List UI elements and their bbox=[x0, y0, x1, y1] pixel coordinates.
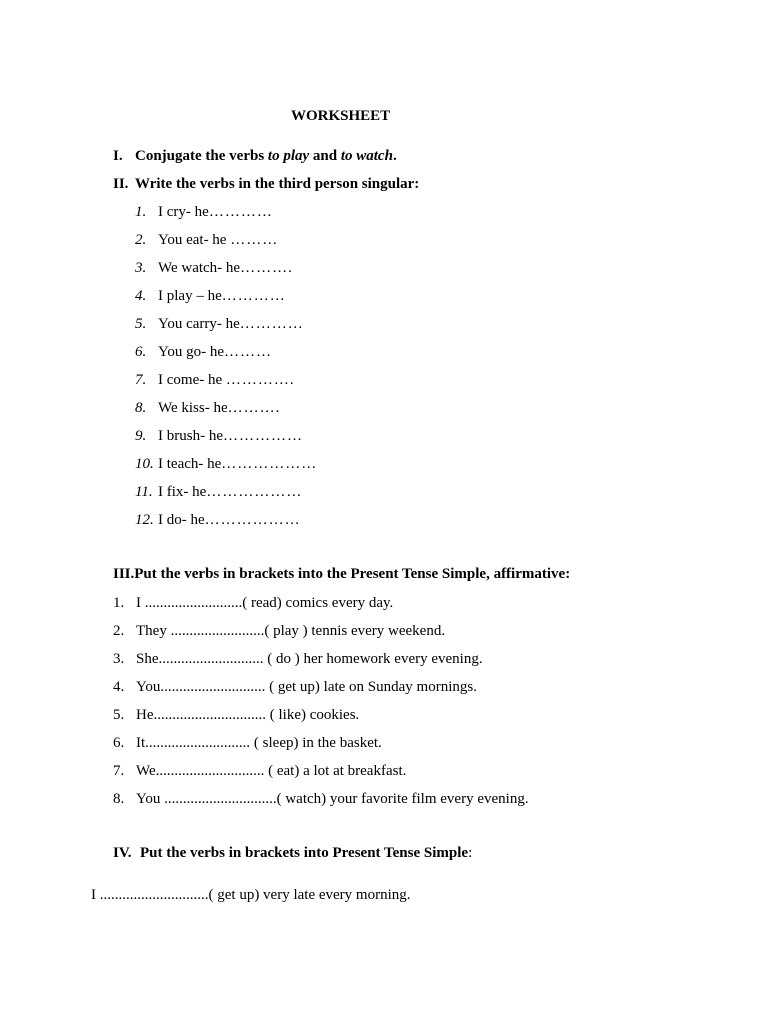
item-number: 4. bbox=[113, 679, 125, 695]
answer-blank: ……………… bbox=[221, 456, 318, 472]
answer-blank: ……………… bbox=[206, 484, 303, 500]
section-1-heading bbox=[113, 149, 397, 164]
answer-blank: ……… bbox=[223, 344, 272, 360]
page-title: WORKSHEET bbox=[291, 108, 391, 124]
answer-blank: …………. bbox=[225, 372, 295, 388]
item-text: I ..........................( read) comics every day. bbox=[136, 595, 394, 611]
section-1-text-before: Conjugate the verbs bbox=[135, 148, 268, 164]
item-number: 5. bbox=[135, 316, 147, 332]
section-4-sentence: I .............................( get up) very late every morning. bbox=[91, 887, 411, 903]
item-number: 11. bbox=[135, 484, 153, 500]
answer-blank: ………… bbox=[239, 316, 304, 332]
answer-blank: …………… bbox=[222, 428, 303, 444]
item-text: You eat- he bbox=[158, 232, 231, 248]
item-number: 3. bbox=[135, 260, 147, 276]
answer-blank: ………… bbox=[208, 204, 273, 220]
item-text: I do- he bbox=[158, 512, 205, 528]
item-text: You carry- he bbox=[158, 316, 240, 332]
item-number: 10. bbox=[135, 456, 154, 472]
item-text: I cry- he bbox=[158, 204, 209, 220]
section-4-heading bbox=[113, 846, 472, 861]
section-4-colon: : bbox=[468, 845, 473, 861]
item-text: I teach- he bbox=[158, 456, 222, 472]
section-1-verb-2: to watch bbox=[340, 148, 393, 164]
item-number: 8. bbox=[135, 400, 147, 416]
item-text: You go- he bbox=[158, 344, 224, 360]
answer-blank: ……………… bbox=[204, 512, 301, 528]
answer-blank: ………. bbox=[227, 400, 281, 416]
section-2-numeral: II. bbox=[113, 176, 129, 192]
item-number: 4. bbox=[135, 288, 147, 304]
section-1-text-end: . bbox=[392, 148, 397, 164]
item-text: I fix- he bbox=[158, 484, 207, 500]
item-number: 8. bbox=[113, 791, 125, 807]
section-1-numeral: I. bbox=[113, 148, 123, 164]
section-4-numeral: IV. bbox=[113, 845, 132, 861]
section-2-text: Write the verbs in the third person singular: bbox=[135, 176, 420, 192]
item-number: 5. bbox=[113, 707, 125, 723]
item-text: We kiss- he bbox=[158, 400, 228, 416]
item-number: 2. bbox=[113, 623, 125, 639]
item-text: I play – he bbox=[158, 288, 222, 304]
item-number: 1. bbox=[113, 595, 125, 611]
answer-blank: ………. bbox=[240, 260, 293, 276]
item-text: She............................ ( do ) her homework every evening. bbox=[136, 651, 483, 667]
item-number: 1. bbox=[135, 204, 147, 220]
item-number: 7. bbox=[113, 763, 125, 779]
section-1-text-mid: and bbox=[309, 148, 341, 164]
item-text: We............................. ( eat) a lot at breakfast. bbox=[136, 763, 407, 779]
section-4-text: Put the verbs in brackets into Present Tense Simple bbox=[140, 845, 469, 861]
item-text: They .........................( play ) tennis every weekend. bbox=[136, 623, 446, 639]
answer-blank: ……… bbox=[230, 232, 279, 248]
item-number: 3. bbox=[113, 651, 125, 667]
item-text: We watch- he bbox=[158, 260, 241, 276]
item-text: I come- he bbox=[158, 372, 226, 388]
item-number: 7. bbox=[135, 372, 147, 388]
section-2-heading bbox=[113, 177, 419, 192]
item-number: 9. bbox=[135, 428, 147, 444]
item-text: I brush- he bbox=[158, 428, 223, 444]
item-text: It............................ ( sleep) in the basket. bbox=[136, 735, 382, 751]
section-3-heading: III.Put the verbs in brackets into the Present Tense Simple, affirmative: bbox=[113, 566, 571, 582]
item-number: 2. bbox=[135, 232, 147, 248]
item-number: 6. bbox=[135, 344, 147, 360]
item-text: You............................ ( get up) late on Sunday mornings. bbox=[136, 679, 477, 695]
item-text: He.............................. ( like) cookies. bbox=[136, 707, 360, 723]
item-text: You ..............................( watch) your favorite film every evening. bbox=[136, 791, 529, 807]
item-number: 6. bbox=[113, 735, 125, 751]
answer-blank: ………… bbox=[221, 288, 286, 304]
section-1-verb-1: to play bbox=[267, 148, 310, 164]
item-number: 12. bbox=[135, 512, 154, 528]
